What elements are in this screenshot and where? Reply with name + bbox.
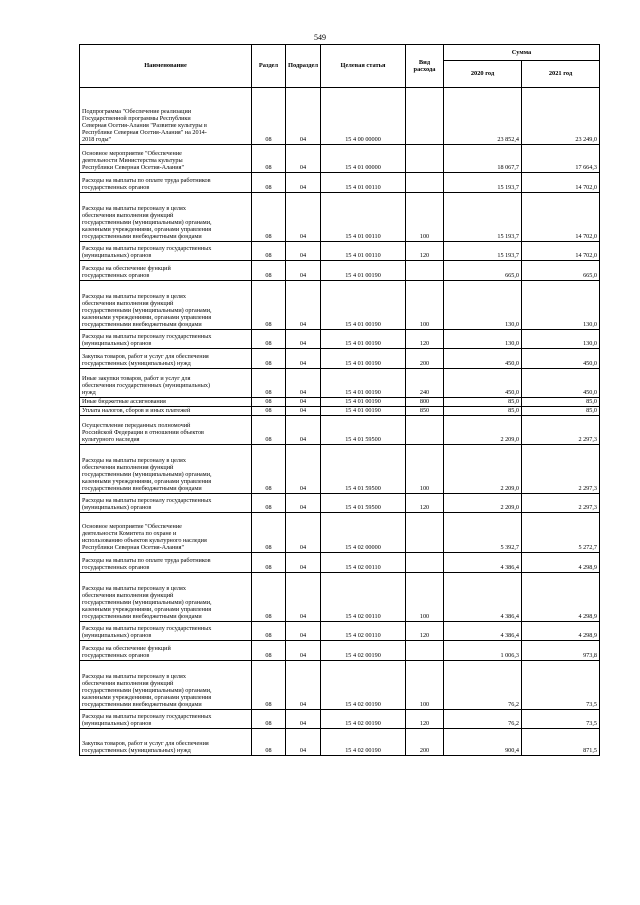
page-number: 549 — [314, 33, 326, 42]
cell-name — [80, 193, 252, 242]
cell-2020: 15 193,7 — [444, 193, 522, 242]
cell-target: 15 4 01 00190 — [321, 261, 406, 281]
cell-target: 15 4 01 00190 — [321, 398, 406, 407]
cell-section: 08 — [252, 445, 286, 494]
cell-expense-type: 850 — [406, 407, 444, 416]
cell-expense-type: 100 — [406, 281, 444, 330]
cell-section: 08 — [252, 416, 286, 445]
row-name-text: Закупка товаров, работ и услуг для обеспечения государственных (муниципальных) нужд — [82, 353, 209, 368]
table-row — [80, 622, 600, 641]
cell-name — [80, 494, 252, 513]
table-row — [80, 513, 600, 553]
cell-name — [80, 349, 252, 369]
cell-subsection: 04 — [286, 145, 321, 173]
cell-2020: 15 193,7 — [444, 242, 522, 261]
row-name-text: Расходы на выплаты персоналу в целях обеспечения выполнения функций государственными (муниципальными) органами, казенными учреждениями, органами управления государственными внебюджетными фондами — [82, 585, 212, 621]
cell-2020: 76,2 — [444, 661, 522, 710]
cell-2021: 73,5 — [522, 710, 600, 729]
cell-2020: 76,2 — [444, 710, 522, 729]
table-row — [80, 242, 600, 261]
table-row — [80, 88, 600, 145]
cell-section: 08 — [252, 641, 286, 661]
cell-2021: 14 702,0 — [522, 242, 600, 261]
cell-subsection: 04 — [286, 349, 321, 369]
header-subsection: Подраздел — [286, 45, 321, 88]
cell-section: 08 — [252, 661, 286, 710]
cell-subsection: 04 — [286, 661, 321, 710]
cell-subsection: 04 — [286, 330, 321, 349]
cell-2021: 450,0 — [522, 369, 600, 398]
cell-subsection: 04 — [286, 641, 321, 661]
row-name-text: Осуществление переданных полномочий Российской Федерации в отношении объектов культурного наследия — [82, 422, 204, 444]
cell-subsection: 04 — [286, 416, 321, 445]
cell-2020: 15 193,7 — [444, 173, 522, 193]
cell-expense-type — [406, 641, 444, 661]
table-header — [80, 45, 600, 88]
cell-2021: 4 298,9 — [522, 553, 600, 573]
row-name-text: Расходы на выплаты по оплате труда работников государственных органов — [82, 557, 211, 572]
cell-name — [80, 330, 252, 349]
cell-target: 15 4 01 00110 — [321, 242, 406, 261]
header-year-2020: 2020 год — [444, 61, 522, 88]
cell-2020: 23 852,4 — [444, 88, 522, 145]
cell-2021: 450,0 — [522, 349, 600, 369]
cell-2020: 4 386,4 — [444, 573, 522, 622]
header-name: Наименование — [80, 45, 252, 88]
cell-section: 08 — [252, 193, 286, 242]
cell-target: 15 4 02 00190 — [321, 729, 406, 756]
cell-expense-type — [406, 416, 444, 445]
cell-2020: 2 209,0 — [444, 494, 522, 513]
cell-2021: 17 664,3 — [522, 145, 600, 173]
cell-2020: 450,0 — [444, 369, 522, 398]
row-name-text: Расходы на выплаты персоналу государственных (муниципальных) органов — [82, 713, 212, 728]
row-name-text: Расходы на выплаты персоналу в целях обеспечения выполнения функций государственными (муниципальными) органами, казенными учреждениями, органами управления государственными внебюджетными фондами — [82, 673, 212, 709]
cell-expense-type: 120 — [406, 622, 444, 641]
cell-section: 08 — [252, 369, 286, 398]
table-row — [80, 729, 600, 756]
cell-subsection: 04 — [286, 622, 321, 641]
cell-name — [80, 729, 252, 756]
cell-expense-type: 800 — [406, 398, 444, 407]
cell-2021: 14 702,0 — [522, 173, 600, 193]
table-row — [80, 349, 600, 369]
cell-2020: 4 386,4 — [444, 622, 522, 641]
cell-2020: 2 209,0 — [444, 445, 522, 494]
table-row — [80, 330, 600, 349]
cell-2021: 130,0 — [522, 281, 600, 330]
cell-target: 15 4 01 00000 — [321, 145, 406, 173]
cell-target: 15 4 01 00110 — [321, 193, 406, 242]
cell-expense-type: 200 — [406, 729, 444, 756]
cell-target: 15 4 02 00190 — [321, 710, 406, 729]
row-name-text: Уплата налогов, сборов и иных платежей — [82, 407, 191, 415]
row-name-text: Иные закупки товаров, работ и услуг для обеспечения государственных (муниципальных) нужд — [82, 375, 211, 397]
table-row — [80, 173, 600, 193]
cell-2020: 85,0 — [444, 398, 522, 407]
row-name-text: Расходы на выплаты персоналу государственных (муниципальных) органов — [82, 245, 212, 260]
cell-name — [80, 710, 252, 729]
cell-2020: 130,0 — [444, 281, 522, 330]
cell-subsection: 04 — [286, 513, 321, 553]
table-row — [80, 641, 600, 661]
cell-section: 08 — [252, 261, 286, 281]
cell-2021: 665,0 — [522, 261, 600, 281]
cell-name — [80, 242, 252, 261]
row-name-text: Расходы на выплаты по оплате труда работников государственных органов — [82, 177, 211, 192]
cell-target: 15 4 01 00190 — [321, 407, 406, 416]
cell-expense-type: 120 — [406, 494, 444, 513]
cell-name — [80, 661, 252, 710]
table-row — [80, 407, 600, 416]
cell-target: 15 4 01 00190 — [321, 349, 406, 369]
table-row — [80, 398, 600, 407]
cell-expense-type: 120 — [406, 710, 444, 729]
cell-section: 08 — [252, 494, 286, 513]
cell-2020: 665,0 — [444, 261, 522, 281]
cell-subsection: 04 — [286, 281, 321, 330]
cell-subsection: 04 — [286, 494, 321, 513]
cell-subsection: 04 — [286, 193, 321, 242]
cell-2021: 2 297,3 — [522, 445, 600, 494]
cell-subsection: 04 — [286, 553, 321, 573]
cell-expense-type: 120 — [406, 242, 444, 261]
cell-name — [80, 445, 252, 494]
cell-target: 15 4 01 59500 — [321, 416, 406, 445]
table-row — [80, 145, 600, 173]
cell-section: 08 — [252, 281, 286, 330]
cell-target: 15 4 02 00190 — [321, 661, 406, 710]
row-name-text: Расходы на выплаты персоналу государственных (муниципальных) органов — [82, 497, 212, 512]
cell-section: 08 — [252, 145, 286, 173]
cell-name — [80, 573, 252, 622]
row-name-text: Расходы на обеспечение функций государственных органов — [82, 265, 171, 280]
cell-2020: 450,0 — [444, 349, 522, 369]
cell-target: 15 4 02 00110 — [321, 622, 406, 641]
cell-target: 15 4 02 00110 — [321, 553, 406, 573]
cell-target: 15 4 02 00110 — [321, 573, 406, 622]
table-row — [80, 553, 600, 573]
table-row — [80, 369, 600, 398]
cell-target: 15 4 01 00190 — [321, 330, 406, 349]
cell-2020: 5 392,7 — [444, 513, 522, 553]
cell-section: 08 — [252, 349, 286, 369]
cell-name — [80, 173, 252, 193]
cell-subsection: 04 — [286, 88, 321, 145]
header-expense-type: Вид расхода — [406, 45, 444, 88]
cell-subsection: 04 — [286, 398, 321, 407]
header-target: Целевая статья — [321, 45, 406, 88]
cell-section: 08 — [252, 407, 286, 416]
row-name-text: Иные бюджетные ассигнования — [82, 398, 166, 406]
cell-expense-type — [406, 173, 444, 193]
cell-2020: 85,0 — [444, 407, 522, 416]
row-name-text: Основное мероприятие "Обеспечение деятельности Министерства культуры Республики Северная Осетия-Алания" — [82, 150, 184, 172]
table-row — [80, 494, 600, 513]
table-row — [80, 193, 600, 242]
cell-2021: 130,0 — [522, 330, 600, 349]
cell-target: 15 4 01 59500 — [321, 445, 406, 494]
cell-subsection: 04 — [286, 261, 321, 281]
header-section: Раздел — [252, 45, 286, 88]
cell-expense-type: 100 — [406, 573, 444, 622]
row-name-text: Подпрограмма "Обеспечение реализации Государственной программы Республики Северная Осетия-Алания "Развитие культуры в Республике Северная Осетия-Алания" на 2014- 2018 годы" — [82, 108, 207, 144]
cell-target: 15 4 01 00190 — [321, 281, 406, 330]
cell-2021: 2 297,3 — [522, 494, 600, 513]
cell-expense-type: 100 — [406, 193, 444, 242]
cell-expense-type: 200 — [406, 349, 444, 369]
cell-name — [80, 416, 252, 445]
cell-2021: 85,0 — [522, 398, 600, 407]
table-row — [80, 445, 600, 494]
cell-2021: 4 298,9 — [522, 573, 600, 622]
cell-name — [80, 641, 252, 661]
cell-2020: 900,4 — [444, 729, 522, 756]
cell-expense-type: 240 — [406, 369, 444, 398]
cell-expense-type: 100 — [406, 661, 444, 710]
cell-subsection: 04 — [286, 710, 321, 729]
cell-expense-type — [406, 513, 444, 553]
cell-section: 08 — [252, 398, 286, 407]
cell-section: 08 — [252, 553, 286, 573]
cell-expense-type — [406, 261, 444, 281]
row-name-text: Расходы на обеспечение функций государственных органов — [82, 645, 171, 660]
row-name-text: Закупка товаров, работ и услуг для обеспечения государственных (муниципальных) нужд — [82, 740, 209, 755]
row-name-text: Расходы на выплаты персоналу в целях обеспечения выполнения функций государственными (муниципальными) органами, казенными учреждениями, органами управления государственными внебюджетными фондами — [82, 205, 212, 241]
cell-expense-type — [406, 145, 444, 173]
cell-2021: 4 298,9 — [522, 622, 600, 641]
cell-name — [80, 281, 252, 330]
cell-section: 08 — [252, 88, 286, 145]
cell-2021: 14 702,0 — [522, 193, 600, 242]
cell-section: 08 — [252, 173, 286, 193]
cell-section: 08 — [252, 573, 286, 622]
cell-section: 08 — [252, 513, 286, 553]
cell-2021: 871,5 — [522, 729, 600, 756]
table-row — [80, 661, 600, 710]
cell-2020: 18 067,7 — [444, 145, 522, 173]
cell-2020: 130,0 — [444, 330, 522, 349]
cell-subsection: 04 — [286, 729, 321, 756]
cell-section: 08 — [252, 729, 286, 756]
table-row — [80, 261, 600, 281]
row-name-text: Расходы на выплаты персоналу в целях обеспечения выполнения функций государственными (муниципальными) органами, казенными учреждениями, органами управления государственными внебюджетными фондами — [82, 293, 212, 329]
cell-2020: 2 209,0 — [444, 416, 522, 445]
table-row — [80, 573, 600, 622]
row-name-text: Расходы на выплаты персоналу государственных (муниципальных) органов — [82, 333, 212, 348]
row-name-text: Расходы на выплаты персоналу государственных (муниципальных) органов — [82, 625, 212, 640]
table-body — [80, 88, 600, 756]
cell-target: 15 4 01 00110 — [321, 173, 406, 193]
cell-expense-type: 120 — [406, 330, 444, 349]
cell-name — [80, 145, 252, 173]
cell-section: 08 — [252, 710, 286, 729]
cell-name — [80, 513, 252, 553]
cell-section: 08 — [252, 622, 286, 641]
table-row — [80, 710, 600, 729]
row-name-text: Расходы на выплаты персоналу в целях обеспечения выполнения функций государственными (муниципальными) органами, казенными учреждениями, органами управления государственными внебюджетными фондами — [82, 457, 212, 493]
cell-name — [80, 88, 252, 145]
row-name-text: Основное мероприятие "Обеспечение деятельности Комитета по охране и использованию объектов культурного наследия Республики Северная Осетия-Алания" — [82, 523, 207, 552]
cell-2021: 973,8 — [522, 641, 600, 661]
budget-table — [79, 44, 600, 756]
cell-name — [80, 369, 252, 398]
cell-target: 15 4 00 00000 — [321, 88, 406, 145]
cell-subsection: 04 — [286, 573, 321, 622]
cell-2021: 5 272,7 — [522, 513, 600, 553]
cell-2021: 23 249,0 — [522, 88, 600, 145]
header-year-2021: 2021 год — [522, 61, 600, 88]
cell-name — [80, 261, 252, 281]
cell-target: 15 4 01 59500 — [321, 494, 406, 513]
cell-2020: 1 006,3 — [444, 641, 522, 661]
cell-section: 08 — [252, 330, 286, 349]
cell-subsection: 04 — [286, 445, 321, 494]
cell-subsection: 04 — [286, 407, 321, 416]
cell-2021: 85,0 — [522, 407, 600, 416]
cell-name — [80, 553, 252, 573]
cell-target: 15 4 02 00190 — [321, 641, 406, 661]
cell-expense-type — [406, 88, 444, 145]
table-row — [80, 416, 600, 445]
cell-section: 08 — [252, 242, 286, 261]
cell-2021: 73,5 — [522, 661, 600, 710]
cell-subsection: 04 — [286, 242, 321, 261]
cell-name — [80, 407, 252, 416]
cell-2021: 2 297,3 — [522, 416, 600, 445]
cell-target: 15 4 01 00190 — [321, 369, 406, 398]
table-row — [80, 281, 600, 330]
cell-name — [80, 398, 252, 407]
cell-target: 15 4 02 00000 — [321, 513, 406, 553]
cell-subsection: 04 — [286, 173, 321, 193]
header-sum: Сумма — [444, 45, 600, 61]
cell-expense-type — [406, 553, 444, 573]
cell-subsection: 04 — [286, 369, 321, 398]
cell-expense-type: 100 — [406, 445, 444, 494]
cell-name — [80, 622, 252, 641]
cell-2020: 4 386,4 — [444, 553, 522, 573]
